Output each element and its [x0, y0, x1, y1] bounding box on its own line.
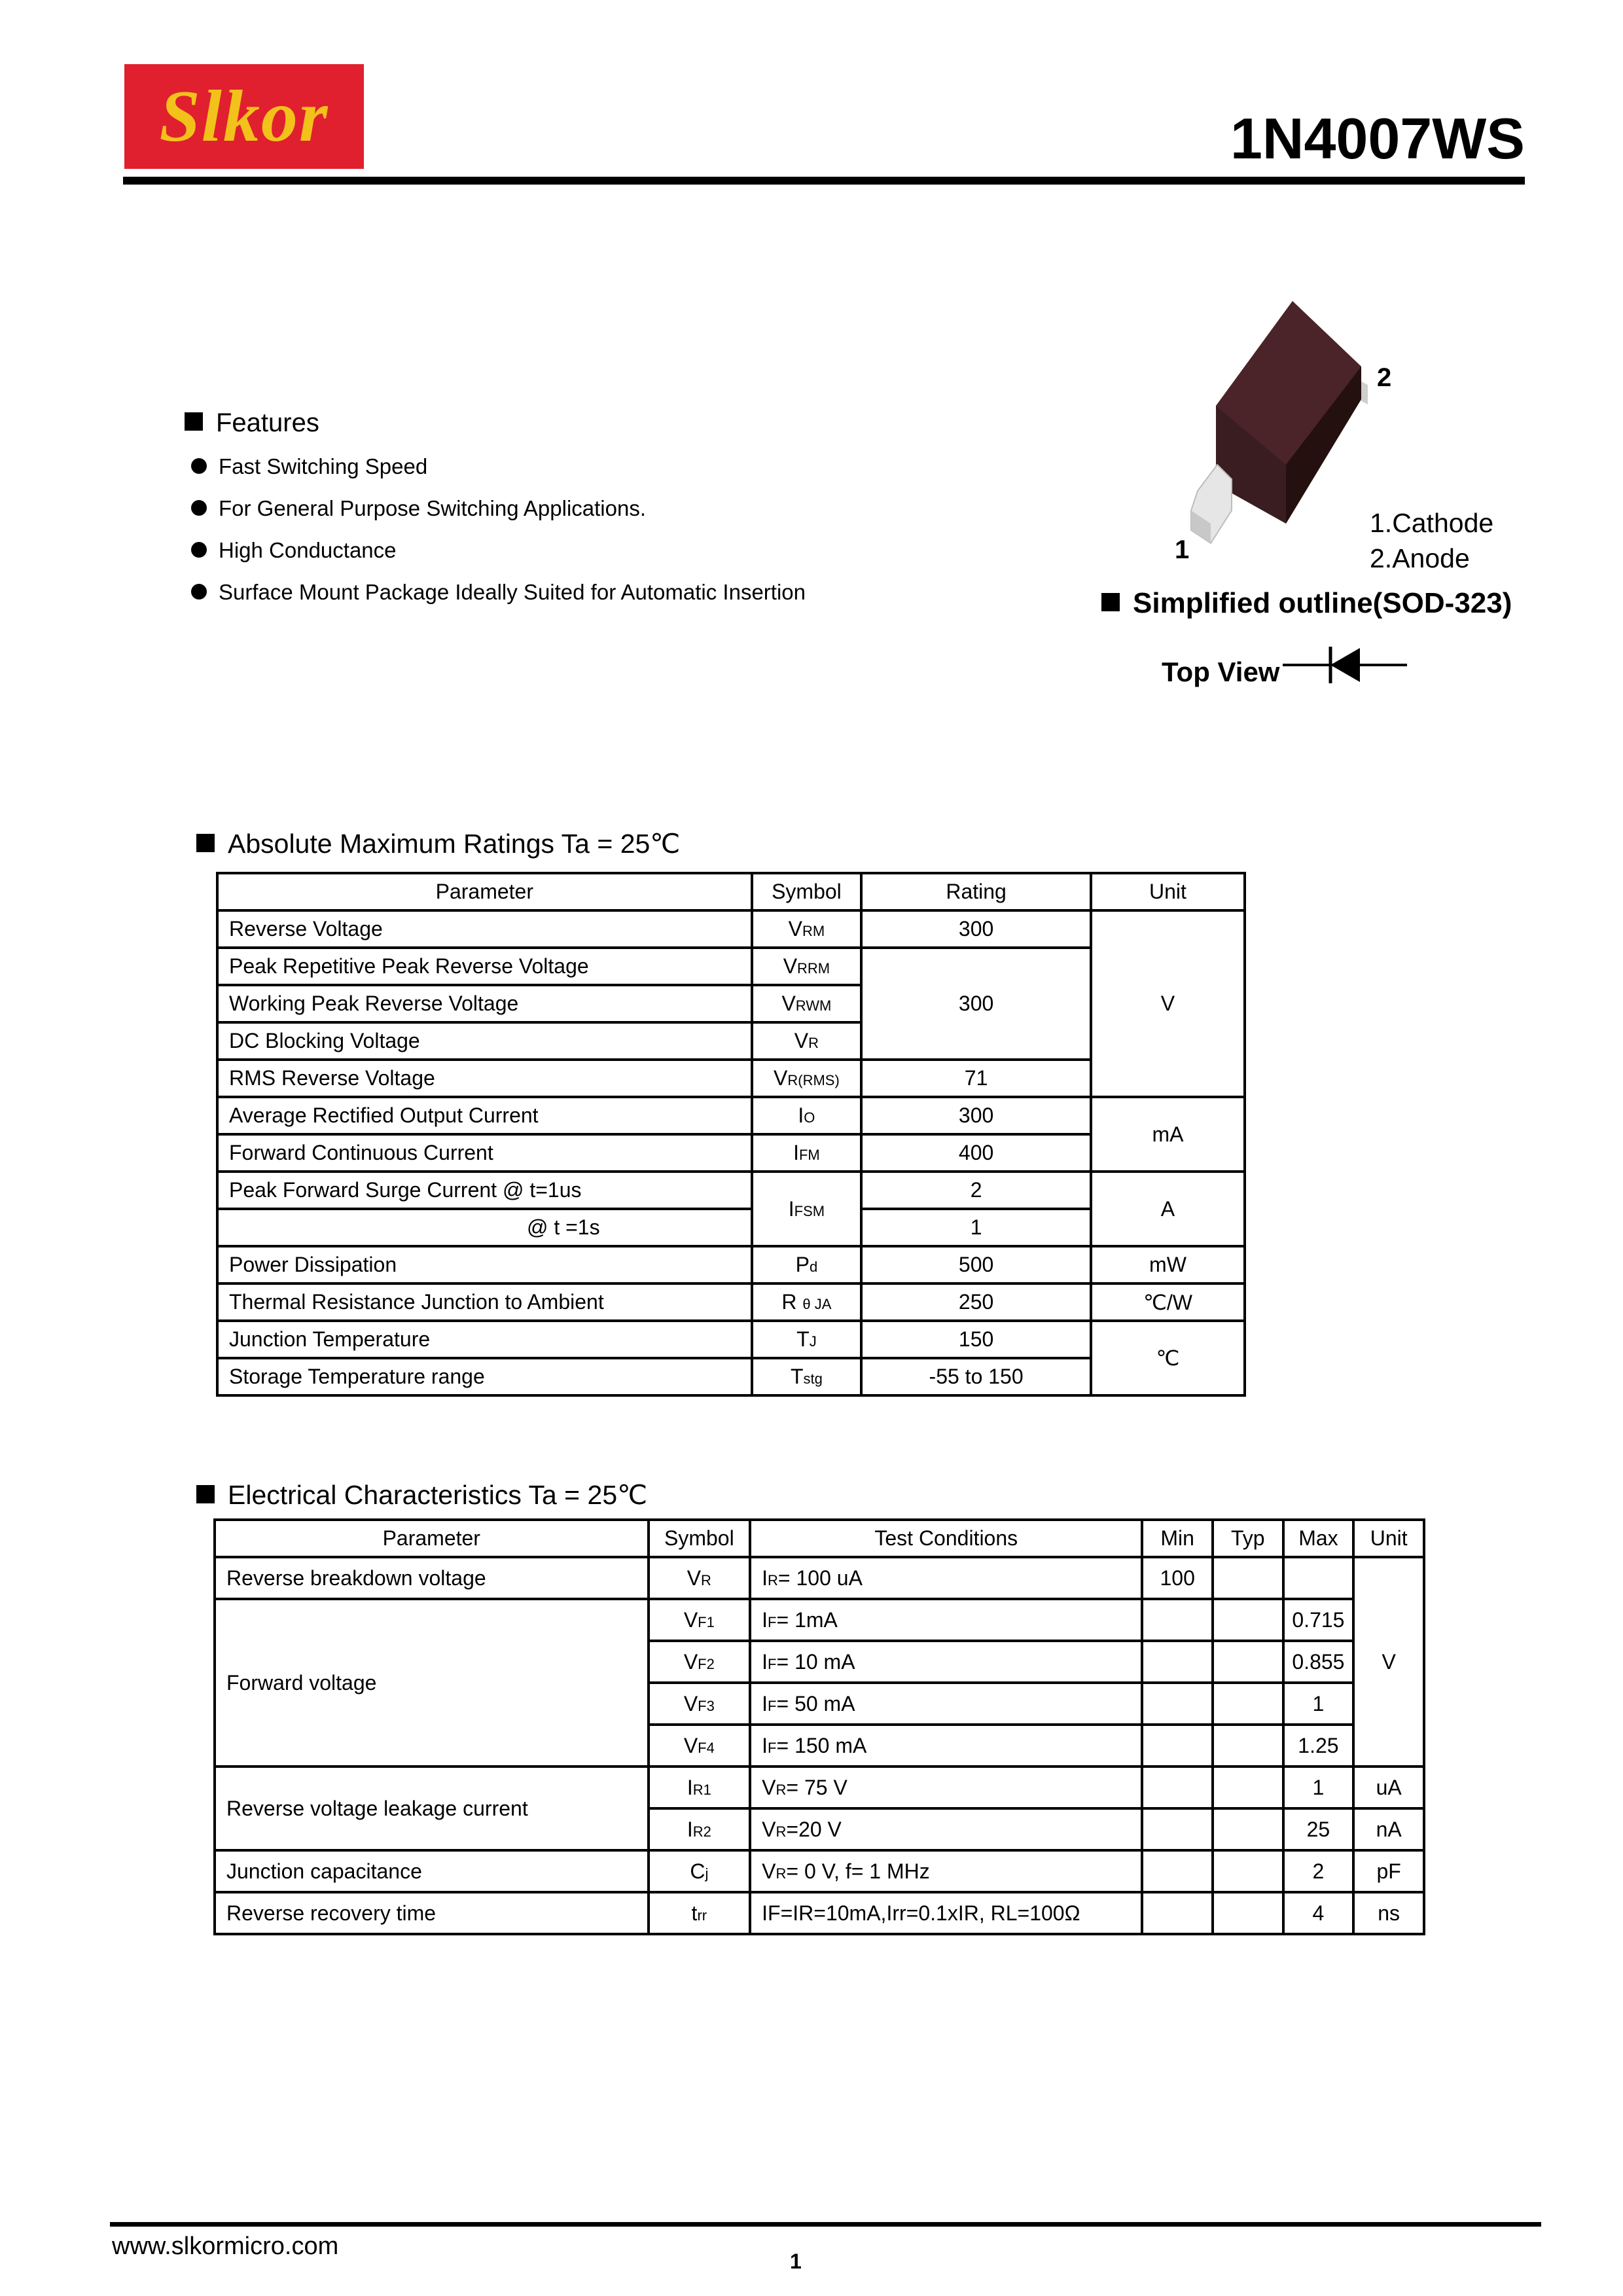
- column-header: Parameter: [217, 873, 752, 910]
- features-heading-text: Features: [216, 408, 319, 437]
- typ-cell: [1213, 1557, 1283, 1599]
- typ-cell: [1213, 1641, 1283, 1683]
- rating-cell: 400: [861, 1134, 1091, 1172]
- feature-item: [191, 495, 646, 522]
- max-cell: 0.855: [1283, 1641, 1354, 1683]
- condition-cell: IF=IR=10mA,Irr=0.1xIR, RL=100Ω: [750, 1892, 1142, 1934]
- feature-item: [191, 579, 806, 605]
- parameter-cell: Peak Repetitive Peak Reverse Voltage: [217, 948, 752, 985]
- unit-cell: ℃: [1091, 1321, 1245, 1395]
- parameter-cell: Thermal Resistance Junction to Ambient: [217, 1283, 752, 1321]
- column-header: Max: [1283, 1520, 1354, 1557]
- table-header-row: [215, 1520, 1424, 1557]
- rating-cell: 71: [861, 1060, 1091, 1097]
- rating-cell: 2: [861, 1172, 1091, 1209]
- unit-cell: mA: [1091, 1097, 1245, 1172]
- condition-cell: VR= 75 V: [750, 1767, 1142, 1808]
- top-view-label: Top View: [1162, 656, 1280, 687]
- typ-cell: [1213, 1599, 1283, 1641]
- column-header: Parameter: [215, 1520, 649, 1557]
- typ-cell: [1213, 1725, 1283, 1767]
- min-cell: [1142, 1767, 1213, 1808]
- parameter-cell: Forward voltage: [215, 1599, 649, 1767]
- unit-cell: ℃/W: [1091, 1283, 1245, 1321]
- condition-cell: VR= 0 V, f= 1 MHz: [750, 1850, 1142, 1892]
- parameter-cell: @ t =1s: [217, 1209, 752, 1246]
- unit-cell: uA: [1353, 1767, 1424, 1808]
- parameter-cell: Average Rectified Output Current: [217, 1097, 752, 1134]
- rating-cell: 500: [861, 1246, 1091, 1283]
- table-row: [217, 1283, 1245, 1321]
- condition-cell: IF= 10 mA: [750, 1641, 1142, 1683]
- column-header: Symbol: [649, 1520, 751, 1557]
- symbol-cell: VR(RMS): [752, 1060, 862, 1097]
- symbol-cell: VRRM: [752, 948, 862, 985]
- rating-cell: 300: [861, 910, 1091, 948]
- typ-cell: [1213, 1892, 1283, 1934]
- symbol-cell: Pd: [752, 1246, 862, 1283]
- website-link[interactable]: www.slkormicro.com: [112, 2233, 339, 2260]
- brand-logo: [124, 64, 364, 169]
- symbol-cell: Tstg: [752, 1358, 862, 1395]
- parameter-cell: Power Dissipation: [217, 1246, 752, 1283]
- min-cell: [1142, 1725, 1213, 1767]
- unit-cell: mW: [1091, 1246, 1245, 1283]
- feature-item: [191, 537, 397, 564]
- page-number: 1: [790, 2250, 802, 2273]
- condition-cell: VR=20 V: [750, 1808, 1142, 1850]
- brand-logo-text: Slkor: [159, 76, 329, 157]
- rating-cell: -55 to 150: [861, 1358, 1091, 1395]
- min-cell: [1142, 1683, 1213, 1725]
- feature-text: Fast Switching Speed: [219, 454, 428, 478]
- symbol-cell: IR1: [649, 1767, 751, 1808]
- parameter-cell: DC Blocking Voltage: [217, 1022, 752, 1060]
- table-row: [215, 1557, 1424, 1599]
- typ-cell: [1213, 1683, 1283, 1725]
- condition-cell: IF= 1mA: [750, 1599, 1142, 1641]
- symbol-cell: VRWM: [752, 985, 862, 1022]
- parameter-cell: Storage Temperature range: [217, 1358, 752, 1395]
- bullet-icon: [191, 584, 207, 600]
- parameter-cell: Reverse recovery time: [215, 1892, 649, 1934]
- electrical-title: [196, 1479, 647, 1511]
- parameter-cell: Forward Continuous Current: [217, 1134, 752, 1172]
- column-header: Symbol: [752, 873, 862, 910]
- unit-cell: nA: [1353, 1808, 1424, 1850]
- header-rule: [123, 177, 1525, 185]
- diode-symbol-icon: [1283, 643, 1407, 687]
- table-row: [215, 1767, 1424, 1808]
- symbol-cell: Cj: [649, 1850, 751, 1892]
- rating-cell: 1: [861, 1209, 1091, 1246]
- parameter-cell: Junction capacitance: [215, 1850, 649, 1892]
- parameter-cell: Reverse voltage leakage current: [215, 1767, 649, 1850]
- electrical-table: [213, 1518, 1425, 1935]
- table-row: [217, 1134, 1245, 1172]
- features-heading: [185, 407, 319, 439]
- footer-rule: [110, 2222, 1541, 2227]
- symbol-cell: VRM: [752, 910, 862, 948]
- symbol-cell: IFSM: [752, 1172, 862, 1246]
- square-bullet-icon: [1101, 593, 1120, 611]
- pin-1-number: 1: [1175, 535, 1190, 564]
- unit-cell: pF: [1353, 1850, 1424, 1892]
- unit-cell: ns: [1353, 1892, 1424, 1934]
- square-bullet-icon: [185, 412, 203, 431]
- max-cell: 1: [1283, 1767, 1354, 1808]
- unit-cell: A: [1091, 1172, 1245, 1246]
- rating-cell: 150: [861, 1321, 1091, 1358]
- table-row: [217, 1097, 1245, 1134]
- table-row: [217, 1321, 1245, 1358]
- column-header: Unit: [1091, 873, 1245, 910]
- table-row: [217, 1172, 1245, 1209]
- max-cell: 25: [1283, 1808, 1354, 1850]
- table-row: [215, 1892, 1424, 1934]
- max-cell: 4: [1283, 1892, 1354, 1934]
- ratings-title: [196, 828, 680, 860]
- min-cell: 100: [1142, 1557, 1213, 1599]
- table-row: [215, 1850, 1424, 1892]
- table-row: [217, 1209, 1245, 1246]
- pin-1-label: 1.Cathode: [1370, 508, 1494, 538]
- unit-cell: V: [1353, 1557, 1424, 1767]
- condition-cell: IR= 100 uA: [750, 1557, 1142, 1599]
- condition-cell: IF= 50 mA: [750, 1683, 1142, 1725]
- symbol-cell: VF3: [649, 1683, 751, 1725]
- symbol-cell: VF4: [649, 1725, 751, 1767]
- pin-2-number: 2: [1377, 363, 1392, 392]
- table-header-row: [217, 873, 1245, 910]
- parameter-cell: Peak Forward Surge Current @ t=1us: [217, 1172, 752, 1209]
- rating-cell: 300: [861, 1097, 1091, 1134]
- parameter-cell: RMS Reverse Voltage: [217, 1060, 752, 1097]
- pin-2-label: 2.Anode: [1370, 543, 1470, 573]
- parameter-cell: Reverse Voltage: [217, 910, 752, 948]
- square-bullet-icon: [196, 834, 215, 852]
- parameter-cell: Working Peak Reverse Voltage: [217, 985, 752, 1022]
- rating-cell: 300: [861, 948, 1091, 1060]
- electrical-title-text: Electrical Characteristics Ta = 25℃: [228, 1480, 648, 1510]
- symbol-cell: VR: [752, 1022, 862, 1060]
- ratings-title-text: Absolute Maximum Ratings Ta = 25℃: [228, 829, 681, 859]
- min-cell: [1142, 1808, 1213, 1850]
- condition-cell: IF= 150 mA: [750, 1725, 1142, 1767]
- symbol-cell: trr: [649, 1892, 751, 1934]
- symbol-cell: VF1: [649, 1599, 751, 1641]
- outline-title-text: Simplified outline(SOD-323): [1133, 587, 1512, 619]
- min-cell: [1142, 1599, 1213, 1641]
- parameter-cell: Reverse breakdown voltage: [215, 1557, 649, 1599]
- symbol-cell: VF2: [649, 1641, 751, 1683]
- column-header: Unit: [1353, 1520, 1424, 1557]
- square-bullet-icon: [196, 1485, 215, 1503]
- bullet-icon: [191, 458, 207, 474]
- max-cell: [1283, 1557, 1354, 1599]
- sod323-package-drawing: [1171, 295, 1387, 569]
- max-cell: 0.715: [1283, 1599, 1354, 1641]
- table-row: [217, 1060, 1245, 1097]
- column-header: Rating: [861, 873, 1091, 910]
- min-cell: [1142, 1850, 1213, 1892]
- feature-text: High Conductance: [219, 538, 397, 562]
- bullet-icon: [191, 542, 207, 558]
- ratings-table: [216, 872, 1246, 1397]
- max-cell: 2: [1283, 1850, 1354, 1892]
- table-row: [217, 1358, 1245, 1395]
- bullet-icon: [191, 500, 207, 516]
- typ-cell: [1213, 1808, 1283, 1850]
- max-cell: 1: [1283, 1683, 1354, 1725]
- table-row: [215, 1599, 1424, 1641]
- unit-cell: V: [1091, 910, 1245, 1097]
- parameter-cell: Junction Temperature: [217, 1321, 752, 1358]
- symbol-cell: R θ JA: [752, 1283, 862, 1321]
- table-row: [217, 910, 1245, 948]
- min-cell: [1142, 1892, 1213, 1934]
- typ-cell: [1213, 1850, 1283, 1892]
- column-header: Min: [1142, 1520, 1213, 1557]
- outline-title: [1101, 586, 1512, 621]
- column-header: Test Conditions: [750, 1520, 1142, 1557]
- feature-text: Surface Mount Package Ideally Suited for Automatic Insertion: [219, 580, 806, 604]
- rating-cell: 250: [861, 1283, 1091, 1321]
- symbol-cell: VR: [649, 1557, 751, 1599]
- table-row: [217, 1246, 1245, 1283]
- feature-text: For General Purpose Switching Applications.: [219, 496, 647, 520]
- symbol-cell: IR2: [649, 1808, 751, 1850]
- symbol-cell: TJ: [752, 1321, 862, 1358]
- feature-item: [191, 454, 427, 480]
- part-number: 1N4007WS: [1230, 106, 1525, 171]
- column-header: Typ: [1213, 1520, 1283, 1557]
- symbol-cell: IFM: [752, 1134, 862, 1172]
- min-cell: [1142, 1641, 1213, 1683]
- symbol-cell: IO: [752, 1097, 862, 1134]
- typ-cell: [1213, 1767, 1283, 1808]
- table-row: [217, 948, 1245, 985]
- max-cell: 1.25: [1283, 1725, 1354, 1767]
